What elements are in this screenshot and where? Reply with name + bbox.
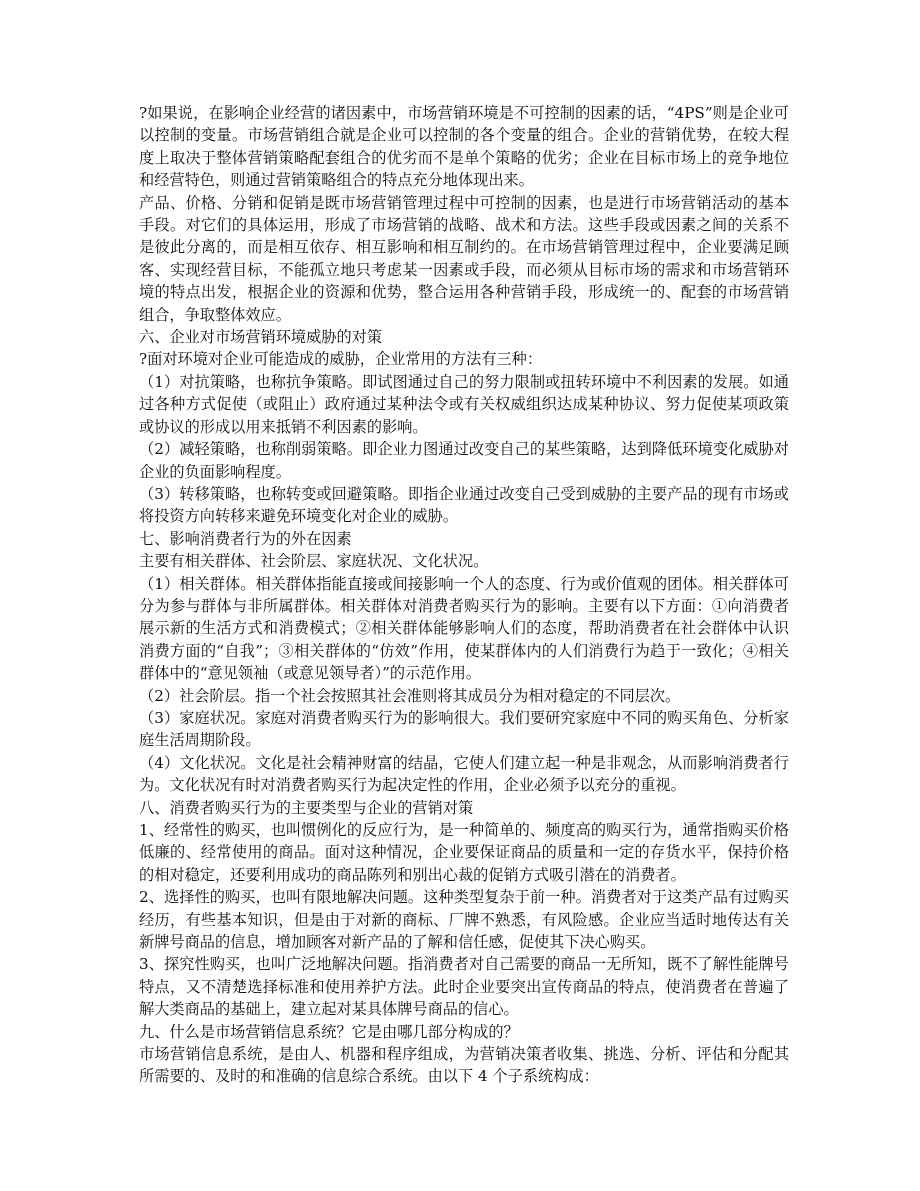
paragraph-strategy-mitigate: （2）减轻策略，也称削弱策略。即企业力图通过改变自己的某些策略，达到降低环境变化威胁对企业的负面影响程度。: [139, 440, 789, 481]
paragraph-selective-purchase: 2、选择性的购买，也叫有限地解决问题。这种类型复杂于前一种。消费者对于这类产品有过购买经历，有些基本知识，但是由于对新的商标、厂牌不熟悉，有风险感。企业应当适时地传达有关新牌号商品的信息，增加顾客对新产品的了解和信任感，促使其下决心购买。: [139, 888, 789, 952]
section-heading-8: 八、消费者购买行为的主要类型与企业的营销对策: [139, 798, 474, 817]
paragraph-mis-definition: 市场营销信息系统，是由人、机器和程序组成，为营销决策者收集、挑选、分析、评估和分配其所需要的、及时的和准确的信息综合系统。由以下 4 个子系统构成：: [139, 1045, 789, 1086]
paragraph-4ps-intro: ?如果说，在影响企业经营的诸因素中，市场营销环境是不可控制的因素的话，“4PS”则是企业可以控制的变量。市场营销组合就是企业可以控制的各个变量的组合。企业的营销优势，在较大程度上取决于整体营销策略配套组合的优劣而不是单个策略的优劣；企业在目标市场上的竞争地位和经营特色，则通过营销策略组合的特点充分地体现出来。: [139, 104, 789, 190]
paragraph-external-factors: 主要有相关群体、社会阶层、家庭状况、文化状况。: [139, 552, 489, 571]
paragraph-culture: （4）文化状况。文化是社会精神财富的结晶，它使人们建立起一种是非观念，从而影响消费者行为。文化状况有时对消费者购买行为起决定性的作用，企业必须予以充分的重视。: [139, 753, 789, 795]
document-page: [139, 102, 789, 1088]
paragraph-strategy-confront: （1）对抗策略，也称抗争策略。即试图通过自己的努力限制或扭转环境中不利因素的发展。如通过各种方式促使（或阻止）政府通过某种法令或有关权威组织达成某种协议、努力促使某项政策或协议的形成以用来抵销不利因素的影响。: [139, 372, 789, 436]
paragraph-routine-purchase: 1、经常性的购买，也叫惯例化的反应行为，是一种简单的、频度高的购买行为，通常指购买价格低廉的、经常使用的商品。面对这种情况，企业要保证商品的质量和一定的存货水平，保持价格的相对稳定，还要利用成功的商品陈列和别出心裁的促销方式吸引潜在的消费者。: [139, 821, 789, 884]
paragraph-strategy-transfer: （3）转移策略，也称转变或回避策略。即指企业通过改变自己受到威胁的主要产品的现有市场或将投资方向转移来避免环境变化对企业的威胁。: [139, 484, 789, 526]
paragraph-family: （3）家庭状况。家庭对消费者购买行为的影响很大。我们要研究家庭中不同的购买角色、分析家庭生活周期阶段。: [139, 708, 789, 750]
paragraph-marketing-mix: 产品、价格、分销和促销是既市场营销管理过程中可控制的因素，也是进行市场营销活动的基本手段。对它们的具体运用，形成了市场营销的战略、战术和方法。这些手段或因素之间的关系不是彼此分离的，而是相互依存、相互影响和相互制约的。在市场营销管理过程中，企业要满足顾客、实现经营目标，不能孤立地只考虑某一因素或手段，而必须从目标市场的需求和市场营销环境的特点出发，根据企业的资源和优势，整合运用各种营销手段，形成统一的、配套的市场营销组合，争取整体效应。: [139, 193, 789, 324]
paragraph-threat-methods: ?面对环境对企业可能造成的威胁，企业常用的方法有三种：: [139, 350, 543, 369]
paragraph-reference-group: （1）相关群体。相关群体指能直接或间接影响一个人的态度、行为或价值观的团体。相关群体可分为参与群体与非所属群体。相关群体对消费者购买行为的影响。主要有以下方面：①向消费者展示新的生活方式和消费模式；②相关群体能够影响人们的态度，帮助消费者在社会群体中认识消费方面的“自我”；③相关群体的“仿效”作用，使某群体内的人们消费行为趋于一致化；④相关群体中的“意见领袖（或意见领导者）”的示范作用。: [139, 574, 789, 683]
paragraph-social-class: （2）社会阶层。指一个社会按照其社会准则将其成员分为相对稳定的不同层次。: [139, 686, 681, 705]
section-heading-7: 七、影响消费者行为的外在因素: [139, 529, 352, 548]
section-heading-6: 六、企业对市场营销环境威胁的对策: [139, 328, 382, 347]
paragraph-exploratory-purchase: 3、探究性购买，也叫广泛地解决问题。指消费者对自己需要的商品一无所知，既不了解性能牌号特点，又不清楚选择标准和使用养护方法。此时企业要突出宣传商品的特点，使消费者在普遍了解大类商品的基础上，建立起对某具体牌号商品的信心。: [139, 955, 789, 1019]
section-heading-9: 九、什么是市场营销信息系统？它是由哪几部分构成的？: [139, 1022, 519, 1041]
